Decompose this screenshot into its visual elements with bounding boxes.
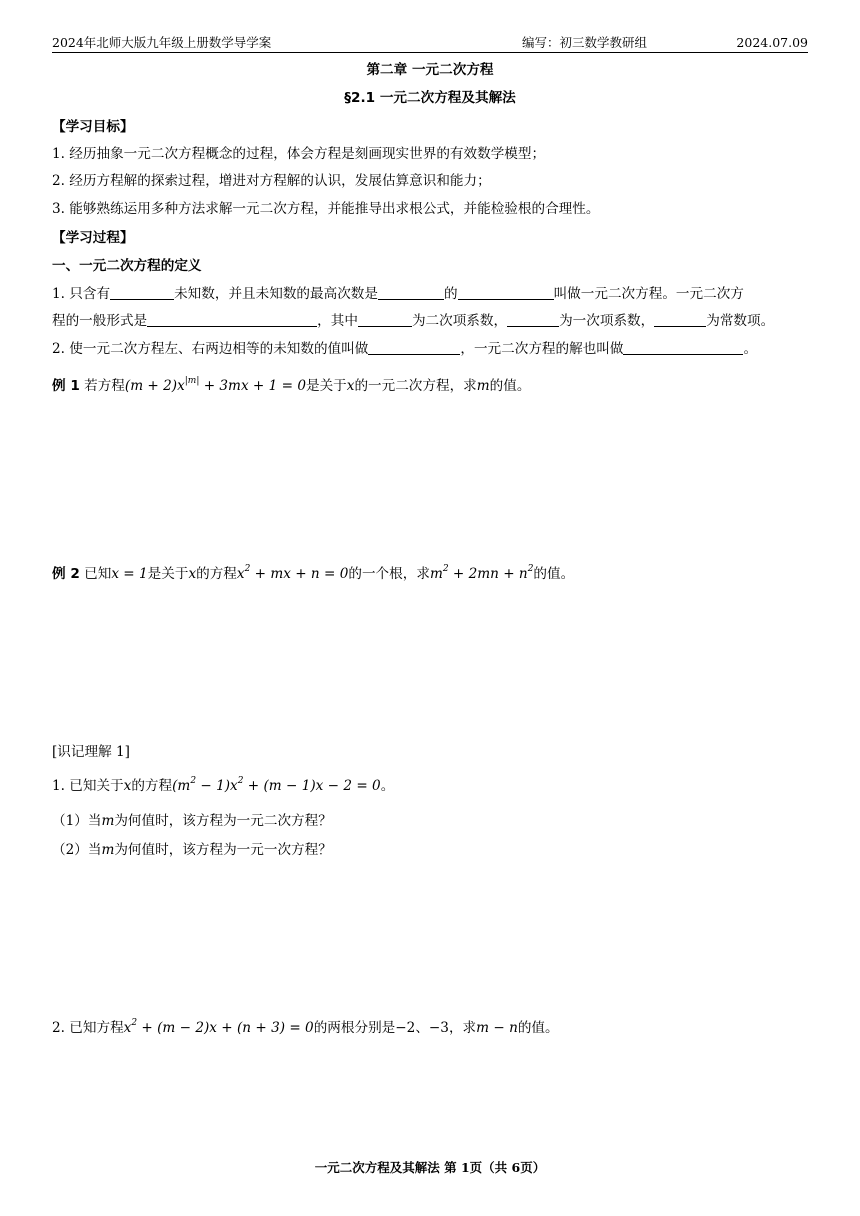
objective-item: 1. 经历抽象一元二次方程概念的过程，体会方程是刻画现实世界的有效数学模型；	[52, 146, 546, 162]
practice-question-1: 1. 已知关于x的方程$(m^2 - 1)x^2 + (m - 1)x - 2 = 0$。	[52, 776, 395, 794]
objective-item: 3. 能够熟练运用多种方法求解一元二次方程，并能推导出求根公式，并能检验根的合理性。	[52, 201, 600, 217]
header-author: 编写：初三数学教研组	[522, 35, 648, 50]
equation: $x^2 + (m - 2)x + (n + 3) = 0$	[123, 1018, 314, 1036]
objectives-heading: 【学习目标】	[52, 119, 134, 135]
expression: $m^2 + 2mn + n^2$	[429, 564, 534, 582]
equation: $x^2$ + mx + n = 0	[236, 564, 349, 582]
definition-heading: 一、一元二次方程的定义	[52, 258, 202, 274]
example-label: 例 1	[52, 378, 80, 394]
equation: $(m^2 - 1)x^2 + (m - 1)x - 2 = 0$	[172, 776, 381, 794]
answer-blank[interactable]	[378, 285, 444, 300]
answer-blank[interactable]	[623, 340, 743, 355]
header-title: 2024年北师大版九年级上册数学导学案	[52, 35, 272, 50]
objective-item: 2. 经历方程解的探索过程，增进对方程解的认识，发展估算意识和能力；	[52, 173, 491, 189]
answer-blank[interactable]	[507, 312, 559, 327]
practice-heading: [识记理解 1]	[52, 744, 130, 760]
answer-blank[interactable]	[110, 285, 174, 300]
practice-q1-part-1: （1）当m为何值时，该方程为一元二次方程？	[52, 813, 332, 829]
equation: $(m + 2)x^{|m|} + 3mx + 1 = 0$	[124, 376, 306, 394]
example-label: 例 2	[52, 566, 80, 582]
practice-q1-part-2: （2）当m为何值时，该方程为一元一次方程？	[52, 842, 332, 858]
page-header	[52, 34, 808, 52]
answer-blank[interactable]	[368, 340, 460, 355]
answer-blank[interactable]	[147, 312, 317, 327]
practice-question-2: 2. 已知方程$x^2 + (m - 2)x + (n + 3) = 0$的两根分别是−2、−3，求m − n的值。	[52, 1018, 559, 1036]
section-title: §2.1 一元二次方程及其解法	[344, 90, 516, 106]
example-2: 例 2 已知x = 1是关于x的方程$x^2$ + mx + n = 0的一个根，求$m^2 + 2mn + n^2$的值。	[52, 564, 575, 582]
process-heading: 【学习过程】	[52, 230, 134, 246]
header-divider	[52, 52, 808, 53]
answer-blank[interactable]	[654, 312, 706, 327]
answer-blank[interactable]	[458, 285, 554, 300]
example-1: 例 1 若方程$(m + 2)x^{|m|} + 3mx + 1 = 0$是关于x的一元二次方程，求m的值。	[52, 376, 531, 394]
chapter-title: 第二章 一元二次方程	[366, 62, 494, 78]
header-date: 2024.07.09	[736, 35, 808, 50]
answer-blank[interactable]	[358, 312, 412, 327]
definition-question-1-cont: 程的一般形式是 ，其中 为二次项系数， 为一次项系数， 为常数项。	[52, 313, 775, 329]
definition-question-2: 2. 使一元二次方程左、右两边相等的未知数的值叫做 ，一元二次方程的解也叫做 。	[52, 341, 758, 357]
page-footer: 一元二次方程及其解法 第 1页（共 6页）	[314, 1160, 546, 1175]
definition-question-1: 1. 只含有 未知数，并且未知数的最高次数是 的 叫做一元二次方程。一元二次方	[52, 286, 744, 302]
